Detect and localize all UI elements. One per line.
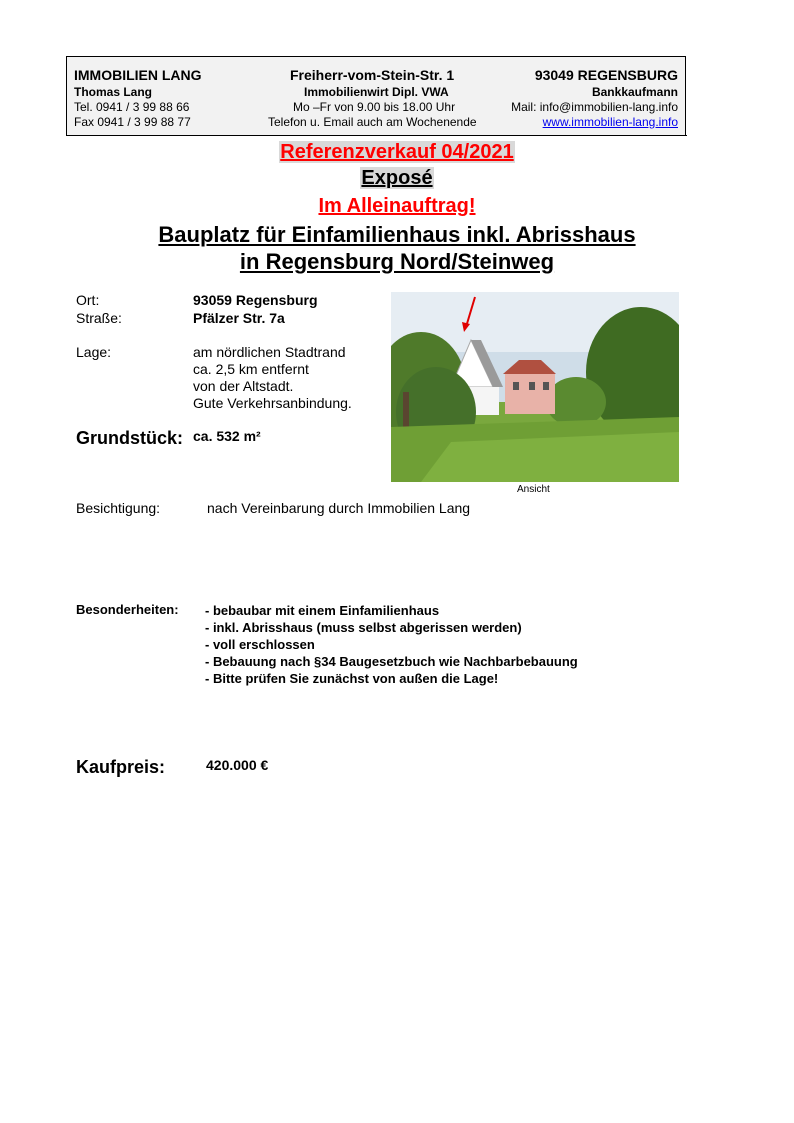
header-divider — [66, 135, 687, 136]
lage-line: ca. 2,5 km entfernt — [193, 361, 309, 377]
lage-line: am nördlichen Stadtrand — [193, 344, 346, 360]
expose-title: Exposé — [361, 167, 433, 189]
photo-caption: Ansicht — [517, 484, 550, 495]
owner-name: Thomas Lang — [74, 85, 153, 99]
lage-line: von der Altstadt. — [193, 378, 294, 394]
profession: Bankkaufmann — [591, 85, 678, 99]
features-label: Besonderheiten: — [76, 602, 179, 617]
property-photo-drawing — [391, 292, 679, 482]
grundstueck-value: ca. 532 m² — [193, 428, 261, 444]
exclusive-title: Im Alleinauftrag! — [318, 195, 476, 217]
features-list — [205, 602, 578, 687]
grundstueck-label: Grundstück: — [76, 428, 184, 448]
feature-item: - bebaubar mit einem Einfamilienhaus — [205, 603, 440, 618]
ort-label: Ort: — [76, 292, 100, 308]
reference-title: Referenzverkauf 04/2021 — [280, 141, 514, 163]
email-address: Mail: info@immobilien-lang.info — [511, 100, 678, 114]
lage-label: Lage: — [76, 344, 112, 360]
lage-description — [193, 344, 352, 412]
street-address: Freiherr-vom-Stein-Str. 1 — [290, 67, 455, 83]
city: 93049 REGENSBURG — [534, 67, 678, 83]
headline-line-2: in Regensburg Nord/Steinweg — [239, 249, 555, 274]
phone-number: Tel. 0941 / 3 99 88 66 — [74, 100, 190, 114]
property-photo — [391, 292, 679, 482]
price-value: 420.000 € — [206, 757, 269, 773]
feature-item: - Bitte prüfen Sie zunächst von außen die Lage! — [205, 671, 499, 686]
qualification: Immobilienwirt Dipl. VWA — [304, 85, 449, 99]
feature-item: - Bebauung nach §34 Baugesetzbuch wie Nachbarbebauung — [205, 654, 578, 669]
lage-line: Gute Verkehrsanbindung. — [193, 395, 352, 411]
besichtigung-label: Besichtigung: — [76, 500, 161, 516]
letterhead — [66, 56, 686, 136]
strasse-value: Pfälzer Str. 7a — [193, 310, 285, 326]
strasse-label: Straße: — [76, 310, 122, 326]
website-link[interactable]: www.immobilien-lang.info — [542, 115, 678, 129]
feature-item: - inkl. Abrisshaus (muss selbst abgerissen werden) — [205, 620, 522, 635]
fax-number: Fax 0941 / 3 99 88 77 — [74, 115, 191, 129]
price-label: Kaufpreis: — [76, 757, 166, 777]
feature-item: - voll erschlossen — [205, 637, 315, 652]
weekend-note: Telefon u. Email auch am Wochenende — [268, 115, 477, 129]
headline-line-1: Bauplatz für Einfamilienhaus inkl. Abrisshaus — [158, 222, 636, 247]
ort-value: 93059 Regensburg — [193, 292, 318, 308]
office-hours: Mo –Fr von 9.00 bis 18.00 Uhr — [293, 100, 456, 114]
besichtigung-value: nach Vereinbarung durch Immobilien Lang — [207, 500, 471, 516]
company-name: IMMOBILIEN LANG — [74, 67, 202, 83]
